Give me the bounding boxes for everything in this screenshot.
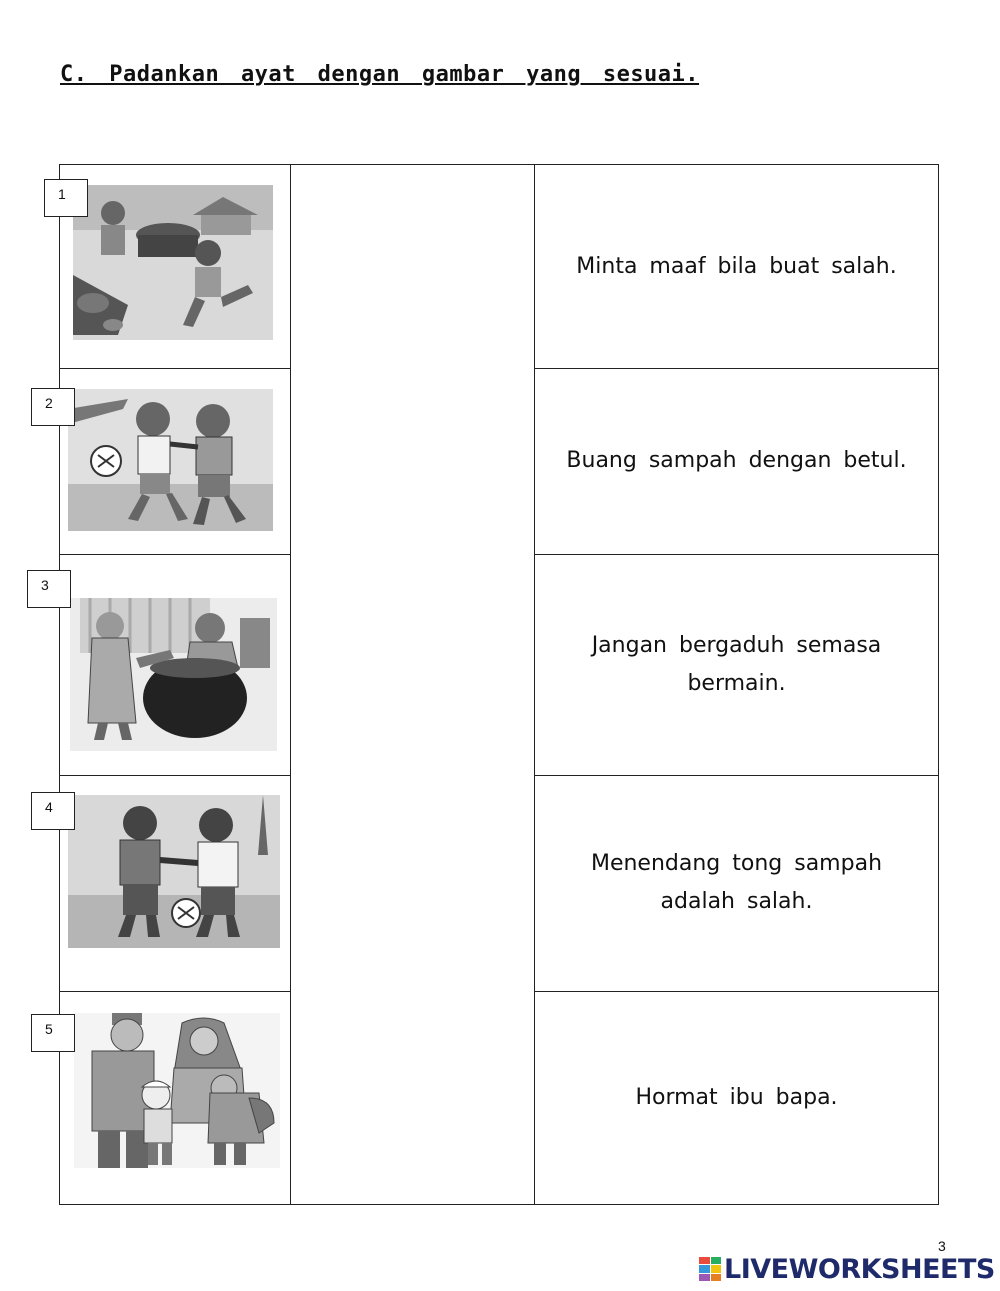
question-number-box: 4 (31, 792, 75, 830)
question-number-box: 3 (27, 570, 71, 608)
child-kissing-parents-hand-illustration (74, 1013, 280, 1168)
boys-fighting-illustration (68, 389, 273, 531)
girls-throwing-trash-illustration (70, 598, 277, 751)
row-divider (60, 554, 290, 555)
sentence-text: Minta maaf bila buat salah. (576, 253, 897, 279)
colored-blocks-icon (699, 1257, 721, 1281)
sentence-text: Buang sampah dengan betul. (566, 448, 907, 473)
sentence-text: Jangan bergaduh semasa bermain. (591, 632, 882, 696)
question-number-box: 1 (44, 179, 88, 217)
sentence-cell (534, 775, 939, 991)
column-divider (290, 165, 291, 1204)
question-number-box: 2 (31, 388, 75, 426)
boy-kicking-trash-can-illustration (73, 185, 273, 340)
sentence-text: Hormat ibu bapa. (635, 1085, 838, 1110)
sentence-cell (534, 165, 939, 368)
sentence-cell (534, 991, 939, 1205)
sentence-cell (534, 554, 939, 775)
question-number-box: 5 (31, 1014, 75, 1052)
sentence-cell (534, 368, 939, 554)
boys-shaking-hands-illustration (68, 795, 280, 948)
liveworksheets-logo (699, 1253, 995, 1285)
row-divider (60, 775, 290, 776)
sentence-text: Menendang tong sampah adalah salah. (590, 851, 883, 914)
row-divider (60, 991, 290, 992)
page-heading: C. Padankan ayat dengan gambar yang sesuai. (60, 62, 700, 87)
page-number: 3 (938, 1238, 946, 1254)
row-divider (60, 368, 290, 369)
brand-name: LIVEWORKSHEETS (724, 1253, 995, 1285)
